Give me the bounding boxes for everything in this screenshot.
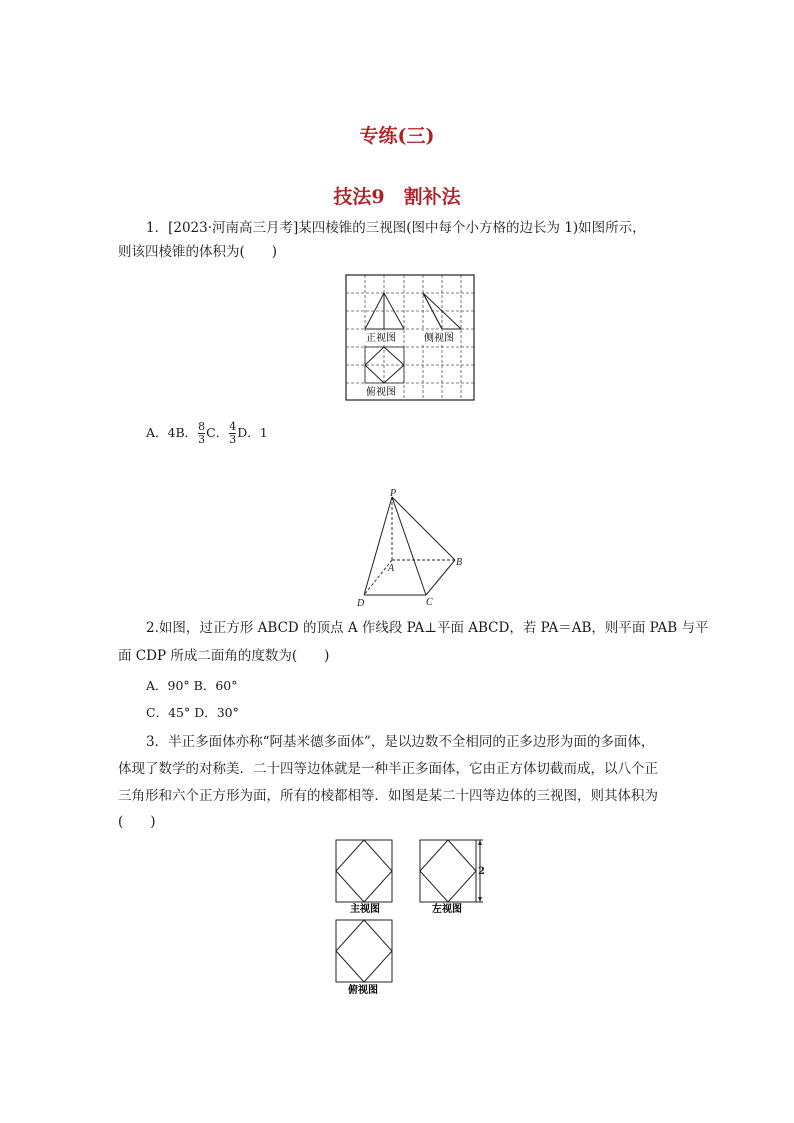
point-label-d: D	[357, 598, 365, 609]
q2-options-cd: C．45° D．30°	[146, 705, 239, 720]
q1-label-front: 正视图	[366, 333, 396, 344]
q2-text-line2: 面 CDP 所成二面角的度数为( )	[118, 648, 330, 664]
q3-text-line1: 3．半正多面体亦称“阿基米德多面体”，是以边数不全相同的正多边形为面的多面体，	[146, 734, 655, 750]
q1-text-line2: 则该四棱锥的体积为( )	[118, 244, 278, 260]
q2-text-line1: 2.如图，过正方形 ABCD 的顶点 A 作线段 PA⊥平面 ABCD，若 PA＝AB，则平面 PAB 与平	[146, 620, 709, 636]
q2-options-ab: A．90° B．60°	[146, 678, 238, 693]
q1-label-side: 侧视图	[424, 333, 454, 344]
q3-label-top: 俯视图	[348, 985, 378, 996]
page-title: 专练(三)	[359, 125, 435, 147]
q1-three-view-figure	[344, 273, 476, 403]
point-label-c: C	[426, 597, 433, 608]
q3-text-line4: ( )	[118, 814, 156, 830]
point-label-b: B	[456, 557, 463, 568]
q1-option-d: D．1	[237, 425, 268, 440]
left-view-square	[420, 840, 476, 902]
front-view-square	[336, 840, 392, 902]
point-label-p: P	[390, 488, 397, 499]
dimension-label: 2	[478, 866, 485, 877]
q3-label-left: 左视图	[432, 904, 462, 915]
point-label-a: A	[388, 563, 395, 574]
q1-options	[146, 421, 268, 446]
q2-pyramid-figure	[350, 485, 470, 610]
q3-three-view-figure	[330, 836, 495, 1001]
q1-label-top: 俯视图	[366, 387, 396, 398]
q3-text-line3: 三角形和六个正方形为面，所有的棱都相等．如图是某二十四等边体的三视图，则其体积为	[118, 788, 658, 804]
q1-option-c: C． $\frac{4}{3}$	[206, 420, 237, 446]
q1-option-b: B． $\frac{8}{3}$	[175, 420, 206, 446]
q1-option-a: A．4	[146, 425, 176, 440]
q3-label-front: 主视图	[350, 904, 380, 915]
section-title: 技法9 割补法	[333, 186, 461, 208]
top-view-square	[336, 920, 392, 982]
q3-text-line2: 体现了数学的对称美．二十四等边体就是一种半正多面体，它由正方体切截而成，以八个正	[118, 761, 658, 777]
q1-text-line1: 1．[2023·河南高三月考]某四棱锥的三视图(图中每个小方格的边长为 1)如图所示，	[146, 220, 646, 236]
